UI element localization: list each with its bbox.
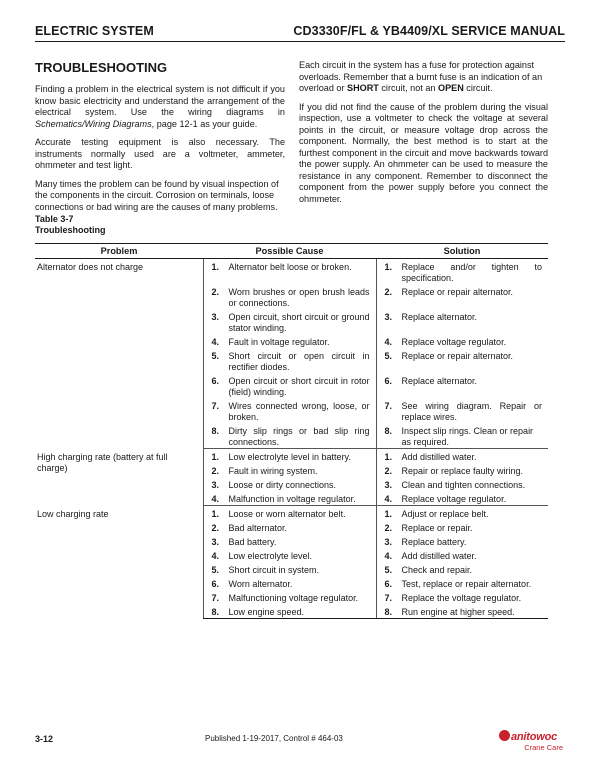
cause-text: Worn brushes or open brush leads or connections. xyxy=(228,287,370,308)
cause-text: Short circuit in system. xyxy=(228,565,320,575)
solution-number: 4. xyxy=(384,551,393,561)
solution-cell xyxy=(376,463,548,477)
table-body xyxy=(35,259,548,619)
solution-cell xyxy=(376,373,548,398)
solution-cell xyxy=(376,348,548,373)
solution-text: Replace or repair alternator. xyxy=(401,351,514,361)
cause-text: Malfunctioning voltage regulator. xyxy=(228,593,359,603)
published-info: Published 1-19-2017, Control # 464-03 xyxy=(205,734,343,743)
solution-text: Check and repair. xyxy=(401,565,473,575)
cause-cell xyxy=(203,259,376,285)
right-column xyxy=(299,60,548,212)
solution-cell xyxy=(376,284,548,309)
solution-text: Add distilled water. xyxy=(401,452,477,462)
solution-text: Replace or repair. xyxy=(401,523,473,533)
cause-text: Bad battery. xyxy=(228,537,277,547)
cause-cell xyxy=(203,284,376,309)
cause-text: Short circuit or open circuit in rectifier diodes. xyxy=(228,351,370,372)
cause-number: 4. xyxy=(211,337,220,347)
schematics-reference: Schematics/Wiring Diagrams xyxy=(35,118,152,129)
solution-cell xyxy=(376,309,548,334)
solution-number: 2. xyxy=(384,287,393,297)
solution-text: Repair or replace faulty wiring. xyxy=(401,466,524,476)
cause-cell xyxy=(203,398,376,423)
solution-number: 6. xyxy=(384,376,393,386)
section-title: TROUBLESHOOTING xyxy=(35,60,168,75)
solution-cell xyxy=(376,398,548,423)
table-header-row xyxy=(35,244,548,259)
page-footer xyxy=(35,730,565,760)
cause-number: 2. xyxy=(211,287,220,297)
inspection-paragraph: Many times the problem can be found by visual inspection of the components in the circuit. Corrosion on terminals, loose connections or bad wiring are the causes of many problems. xyxy=(35,178,279,212)
logo-m-icon xyxy=(499,730,510,741)
cause-cell xyxy=(203,562,376,576)
solution-number: 8. xyxy=(384,426,393,436)
cause-number: 3. xyxy=(211,537,220,547)
cause-text: Fault in voltage regulator. xyxy=(228,337,330,347)
cause-cell xyxy=(203,604,376,619)
table-number: Table 3-7 xyxy=(35,214,74,224)
solution-number: 3. xyxy=(384,537,393,547)
cause-cell xyxy=(203,590,376,604)
solution-text: Replace or repair alternator. xyxy=(401,287,514,297)
voltmeter-paragraph: If you did not find the cause of the problem during the visual inspection, use a voltmeter to check the voltage at several points in the circuit, or measure voltage drop across the component. Normally, the best method is to start at the furthest component in the circuit and move backwards toward the power supply. An ohmmeter can be used to measure the resistance in any component. Remember to disconnect the component from the power supply before you connect the ohmmeter. xyxy=(299,101,548,204)
cause-cell xyxy=(203,449,376,464)
cause-number: 7. xyxy=(211,401,220,411)
problem-cell xyxy=(35,449,203,506)
solution-text: Add distilled water. xyxy=(401,551,477,561)
cause-text: Malfunction in voltage regulator. xyxy=(228,494,356,504)
table-row xyxy=(35,449,548,464)
solution-cell xyxy=(376,604,548,619)
solution-number: 2. xyxy=(384,466,393,476)
equipment-paragraph: Accurate testing equipment is also necessary. The instruments normally used are a voltmeter, ammeter, ohmmeter and test light. xyxy=(35,137,285,170)
solution-cell xyxy=(376,562,548,576)
solution-number: 4. xyxy=(384,337,393,347)
cause-text: Low electrolyte level. xyxy=(228,551,313,561)
cause-text: Fault in wiring system. xyxy=(228,466,318,476)
solution-number: 1. xyxy=(384,509,393,519)
solution-cell xyxy=(376,590,548,604)
problem-cell xyxy=(35,259,203,449)
header-possible-cause: Possible Cause xyxy=(203,244,376,259)
cause-number: 8. xyxy=(211,607,220,617)
cause-number: 1. xyxy=(211,262,220,272)
solution-cell xyxy=(376,491,548,506)
cause-text: Bad alternator. xyxy=(228,523,288,533)
solution-text: Inspect slip rings. Clean or repair as required. xyxy=(401,426,534,447)
cause-number: 1. xyxy=(211,509,220,519)
logo-subtitle: Crane Care xyxy=(524,743,563,752)
cause-number: 4. xyxy=(211,551,220,561)
solution-cell xyxy=(376,520,548,534)
cause-number: 5. xyxy=(211,351,220,361)
logo-text: anitowoc xyxy=(511,731,558,743)
solution-number: 3. xyxy=(384,480,393,490)
cause-number: 2. xyxy=(211,466,220,476)
table-caption xyxy=(35,214,106,236)
solution-text: Replace alternator. xyxy=(401,376,478,386)
cause-text: Alternator belt loose or broken. xyxy=(228,262,352,272)
solution-number: 2. xyxy=(384,523,393,533)
cause-cell xyxy=(203,520,376,534)
header-problem: Problem xyxy=(35,244,203,259)
cause-text: Dirty slip rings or bad slip ring connections. xyxy=(228,426,370,447)
cause-cell xyxy=(203,477,376,491)
cause-cell xyxy=(203,548,376,562)
solution-cell xyxy=(376,534,548,548)
table-row xyxy=(35,506,548,521)
cause-text: Wires connected wrong, loose, or broken. xyxy=(228,401,370,422)
solution-number: 1. xyxy=(384,262,393,272)
solution-text: Adjust or replace belt. xyxy=(401,509,489,519)
solution-number: 5. xyxy=(384,565,393,575)
left-column xyxy=(35,60,285,220)
cause-cell xyxy=(203,463,376,477)
manitowoc-logo xyxy=(499,730,565,756)
cause-number: 8. xyxy=(211,426,220,436)
solution-number: 3. xyxy=(384,312,393,322)
solution-number: 6. xyxy=(384,579,393,589)
cause-number: 5. xyxy=(211,565,220,575)
solution-text: Test, replace or repair alternator. xyxy=(401,579,532,589)
cause-text: Loose or dirty connections. xyxy=(228,480,337,490)
cause-text: Low electrolyte level in battery. xyxy=(228,452,351,462)
solution-number: 1. xyxy=(384,452,393,462)
solution-number: 4. xyxy=(384,494,393,504)
page-number: 3-12 xyxy=(35,734,54,744)
solution-cell xyxy=(376,576,548,590)
cause-cell xyxy=(203,423,376,449)
table-row xyxy=(35,259,548,285)
solution-text: Clean and tighten connections. xyxy=(401,480,526,490)
cause-number: 4. xyxy=(211,494,220,504)
header-manual-title: CD3330F/FL & YB4409/XL SERVICE MANUAL xyxy=(293,24,565,38)
solution-cell xyxy=(376,423,548,449)
solution-cell xyxy=(376,449,548,464)
cause-number: 3. xyxy=(211,480,220,490)
page-header xyxy=(35,22,565,42)
problem-cell xyxy=(35,506,203,619)
solution-text: Replace voltage regulator. xyxy=(401,494,507,504)
solution-text: Replace alternator. xyxy=(401,312,478,322)
cause-text: Open circuit, short circuit or ground stator winding. xyxy=(228,312,370,333)
cause-number: 7. xyxy=(211,593,220,603)
cause-cell xyxy=(203,334,376,348)
cause-cell xyxy=(203,348,376,373)
cause-cell xyxy=(203,491,376,506)
cause-number: 6. xyxy=(211,579,220,589)
solution-text: Replace voltage regulator. xyxy=(401,337,507,347)
solution-number: 7. xyxy=(384,593,393,603)
solution-cell xyxy=(376,506,548,521)
table-title: Troubleshooting xyxy=(35,225,106,235)
solution-cell xyxy=(376,477,548,491)
fuse-paragraph: Each circuit in the system has a fuse for protection against overloads. Remember that a burnt fuse is an indication of an overload or SHORT circuit, not an OPEN circuit. xyxy=(299,60,543,93)
problem-text: Alternator does not charge xyxy=(37,262,144,272)
solution-text: See wiring diagram. Repair or replace wires. xyxy=(401,401,542,422)
troubleshooting-table xyxy=(35,243,548,619)
intro-paragraph: Finding a problem in the electrical system is not difficult if you know basic electricity and understand the arrangement of the electrical system. Use the wiring diagrams in Schematics/Wiring Diagrams, page 12-1 as your guide. xyxy=(35,84,285,129)
cause-text: Worn alternator. xyxy=(228,579,293,589)
solution-text: Replace battery. xyxy=(401,537,467,547)
cause-cell xyxy=(203,534,376,548)
cause-number: 6. xyxy=(211,376,220,386)
cause-number: 3. xyxy=(211,312,220,322)
solution-cell xyxy=(376,548,548,562)
solution-text: Replace the voltage regulator. xyxy=(401,593,522,603)
solution-number: 7. xyxy=(384,401,393,411)
solution-cell xyxy=(376,334,548,348)
solution-number: 5. xyxy=(384,351,393,361)
solution-cell xyxy=(376,259,548,285)
solution-text: Replace and/or tighten to specification. xyxy=(401,262,542,283)
problem-text: High charging rate (battery at full charge) xyxy=(37,451,168,473)
solution-number: 8. xyxy=(384,607,393,617)
header-solution: Solution xyxy=(376,244,548,259)
solution-text: Run engine at higher speed. xyxy=(401,607,515,617)
cause-number: 1. xyxy=(211,452,220,462)
problem-text: Low charging rate xyxy=(37,508,109,519)
cause-cell xyxy=(203,576,376,590)
cause-number: 2. xyxy=(211,523,220,533)
cause-text: Low engine speed. xyxy=(228,607,305,617)
cause-cell xyxy=(203,309,376,334)
cause-cell xyxy=(203,506,376,521)
header-section: ELECTRIC SYSTEM xyxy=(35,24,154,38)
cause-text: Loose or worn alternator belt. xyxy=(228,509,346,519)
cause-text: Open circuit or short circuit in rotor (field) winding. xyxy=(228,376,370,397)
cause-cell xyxy=(203,373,376,398)
